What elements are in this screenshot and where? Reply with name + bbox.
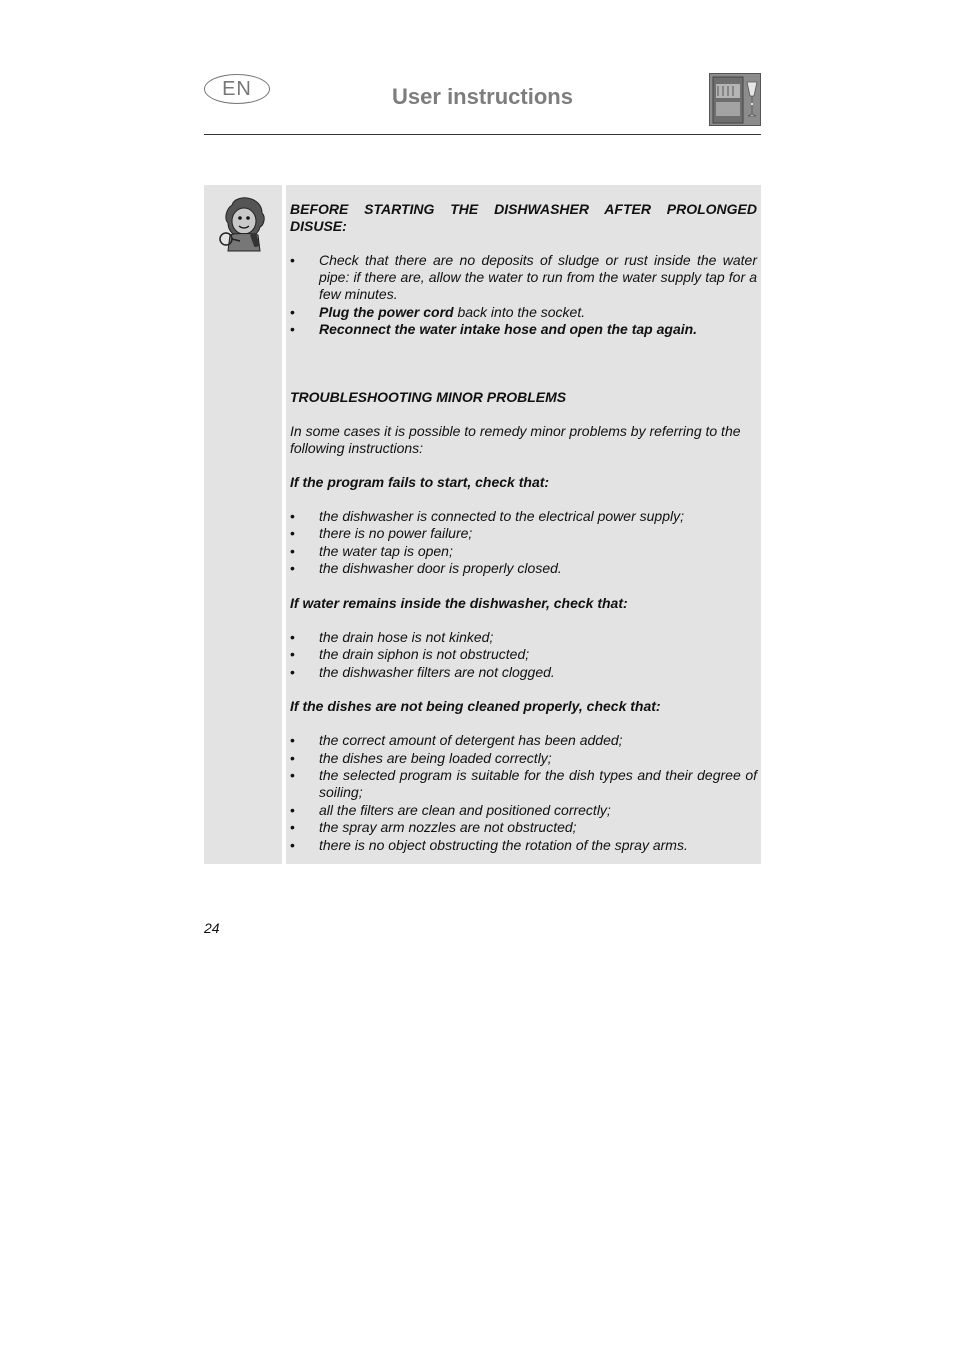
list-item: • the dishes are being loaded correctly; [290, 749, 552, 766]
side-column [204, 185, 282, 864]
list-item: • Reconnect the water intake hose and open the tap again. [290, 321, 698, 337]
page-header [204, 70, 761, 135]
list-item: • the dishwasher is connected to the electrical power supply; [290, 507, 684, 524]
check-group-title: If the dishes are not being cleaned properly, check that: [290, 698, 661, 714]
check-group-title: If water remains inside the dishwasher, check that: [290, 594, 628, 611]
technician-mascot-icon [216, 195, 270, 253]
list-item: • the drain siphon is not obstructed; [290, 646, 530, 662]
language-badge: EN [204, 74, 270, 104]
list-item: • the selected program is suitable for the dish types and their degree of soiling; [290, 767, 757, 800]
list-item: • the dishwasher door is properly closed. [290, 560, 562, 576]
dishwasher-icon [709, 73, 761, 126]
list-item: • the water tap is open; [290, 542, 453, 559]
water-drain-checklist [290, 629, 757, 681]
list-item: • the spray arm nozzles are not obstructed; [290, 819, 577, 835]
troubleshooting-intro: In some cases it is possible to remedy minor problems by referring to the following instructions: [290, 422, 741, 456]
list-item: • there is no power failure; [290, 525, 473, 541]
content-panel [204, 185, 761, 864]
cleaning-checklist [290, 732, 757, 854]
page-title: User instructions [392, 84, 573, 109]
list-item: • there is no object obstructing the rotation of the spray arms. [290, 836, 688, 853]
section-heading-troubleshooting: TROUBLESHOOTING MINOR PROBLEMS [290, 388, 567, 405]
list-item: • all the filters are clean and positioned correctly; [290, 801, 611, 818]
list-item: • the correct amount of detergent has been added; [290, 732, 623, 748]
page-number: 24 [204, 920, 220, 936]
check-group-title: If the program fails to start, check that: [290, 473, 550, 490]
emphasis-text: Plug the power cord [319, 303, 454, 320]
list-item: • Plug the power cord back into the socket. [290, 303, 586, 320]
list-item: • the drain hose is not kinked; [290, 628, 494, 645]
section-heading-prolonged-disuse: BEFORE STARTING THE DISHWASHER AFTER PROLONGED DISUSE: [290, 201, 757, 234]
list-item: • the dishwasher filters are not clogged. [290, 663, 555, 680]
list-item: • Check that there are no deposits of sludge or rust inside the water pipe: if there are, allow the water to run from the water supply tap for a few minutes. [290, 252, 757, 302]
disuse-checklist [290, 252, 757, 338]
instructions-text [286, 185, 761, 864]
program-start-checklist [290, 508, 757, 578]
